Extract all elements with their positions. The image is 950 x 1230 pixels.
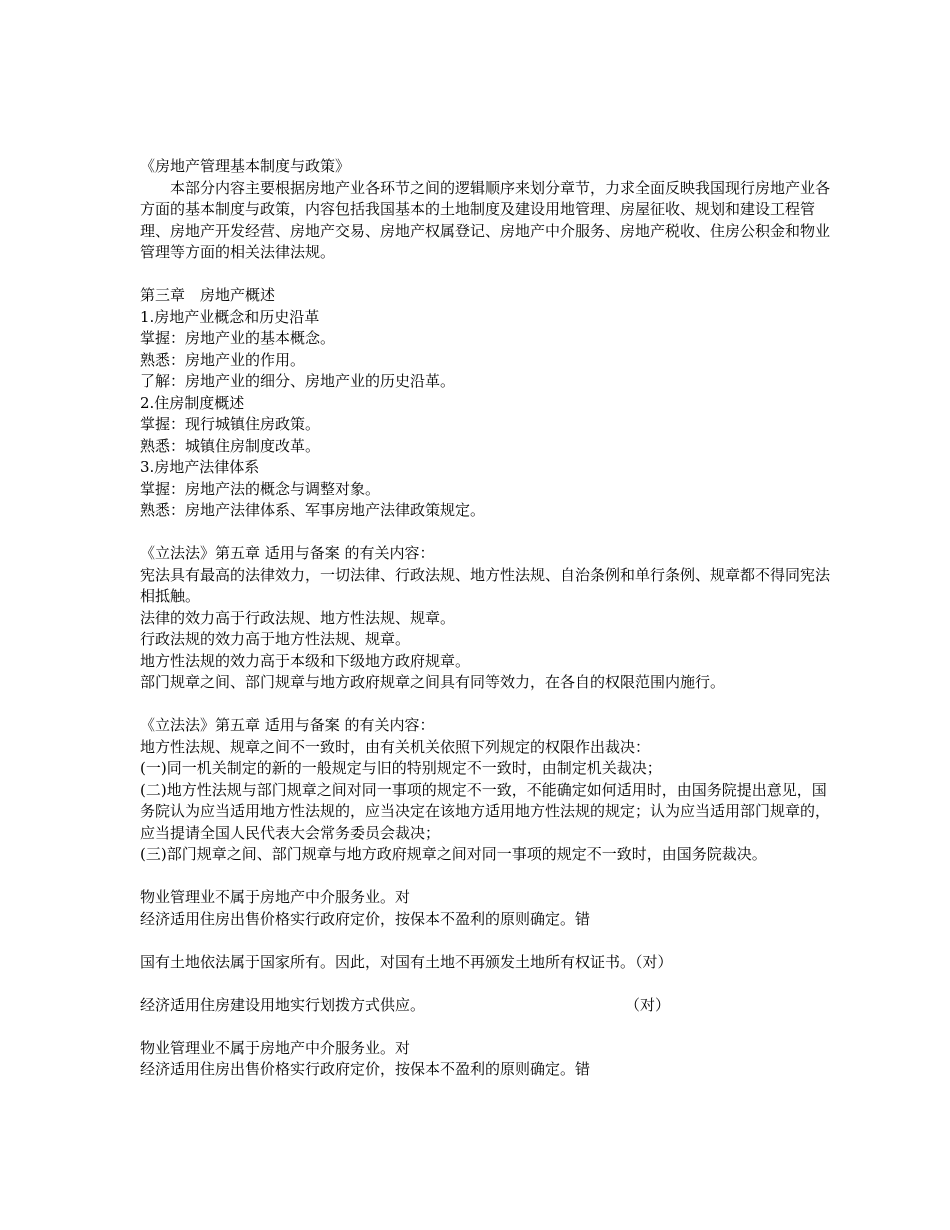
law1-paragraph: 地方性法规的效力高于本级和下级地方政府规章。 <box>140 651 471 670</box>
law2-paragraph: (三)部门规章之间、部门规章与地方政府规章之间对同一事项的规定不一致时，由国务院裁决。 <box>140 845 767 863</box>
chapter-line: 熟悉：房地产法律体系、军事房地产法律政策规定。 <box>140 501 486 519</box>
chapter-line: 2.住房制度概述 <box>140 393 245 412</box>
intro-paragraph: 本部分内容主要根据房地产业各环节之间的逻辑顺序来划分章节，力求全面反映我国现行房地产业各方面的基本制度与政策，内容包括我国基本的土地制度及建设用地管理、房屋征收、规划和建设工程管理、房地产开发经营、房地产交易、房地产权属登记、房地产中介服务、房地产税收、住房公积金和物业管理等方面的相关法律法规。 <box>140 178 831 261</box>
spacer <box>140 522 830 544</box>
spacer <box>140 264 830 286</box>
qa-item: 经济适用住房出售价格实行政府定价，按保本不盈利的原则确定。错 <box>140 909 591 928</box>
chapter-line: 1.房地产业概念和历史沿革 <box>140 307 320 326</box>
qa-item: 经济适用住房出售价格实行政府定价，按保本不盈利的原则确定。错 <box>140 1060 591 1078</box>
qa-item-text: 经济适用住房建设用地实行划拨方式供应。 <box>140 995 426 1014</box>
law2-heading: 《立法法》第五章 适用与备案 的有关内容： <box>140 716 435 734</box>
law1-heading: 《立法法》第五章 适用与备案 的有关内容： <box>140 544 435 562</box>
chapter-line: 熟悉：城镇住房制度改革。 <box>140 436 321 455</box>
chapter-line: 掌握：现行城镇住房政策。 <box>140 415 321 433</box>
chapter-line: 掌握：房地产法的概念与调整对象。 <box>140 479 381 498</box>
chapter-line: 熟悉：房地产业的作用。 <box>140 350 306 369</box>
spacer <box>140 1016 830 1038</box>
law2-paragraph: 地方性法规、规章之间不一致时，由有关机关依照下列规定的权限作出裁决： <box>140 737 651 756</box>
document-body <box>140 156 830 1081</box>
qa-item-row <box>140 995 830 1017</box>
qa-item-answer: （对） <box>624 995 670 1014</box>
spacer <box>140 973 830 995</box>
law1-paragraph: 部门规章之间、部门规章与地方政府规章之间具有同等效力，在各自的权限范围内施行。 <box>140 673 726 691</box>
document-title: 《房地产管理基本制度与政策》 <box>140 157 351 175</box>
chapter-heading: 第三章 房地产概述 <box>140 286 276 304</box>
qa-item: 物业管理业不属于房地产中介服务业。对 <box>140 1038 411 1057</box>
law1-paragraph: 宪法具有最高的法律效力，一切法律、行政法规、地方性法规、自治条例和单行条例、规章都不得同宪法相抵触。 <box>140 565 831 605</box>
law1-paragraph: 行政法规的效力高于地方性法规、规章。 <box>140 630 411 648</box>
chapter-line: 3.房地产法律体系 <box>140 458 260 476</box>
law2-paragraph: (二)地方性法规与部门规章之间对同一事项的规定不一致，不能确定如何适用时，由国务院提出意见，国务院认为应当适用地方性法规的，应当决定在该地方适用地方性法规的规定；认为应当适用部门规章的，应当提请全国人民代表大会常务委员会裁决； <box>140 780 831 842</box>
spacer <box>140 930 830 952</box>
law1-paragraph: 法律的效力高于行政法规、地方性法规、规章。 <box>140 608 456 627</box>
spacer <box>140 866 830 888</box>
chapter-line: 了解：房地产业的细分、房地产业的历史沿革。 <box>140 372 456 390</box>
law2-paragraph: (一)同一机关制定的新的一般规定与旧的特别规定不一致时，由制定机关裁决； <box>140 759 662 777</box>
chapter-line: 掌握：房地产业的基本概念。 <box>140 329 336 347</box>
spacer <box>140 694 830 716</box>
qa-item: 国有土地依法属于国家所有。因此，对国有土地不再颁发土地所有权证书。（对） <box>140 952 673 971</box>
qa-item: 物业管理业不属于房地产中介服务业。对 <box>140 888 411 906</box>
